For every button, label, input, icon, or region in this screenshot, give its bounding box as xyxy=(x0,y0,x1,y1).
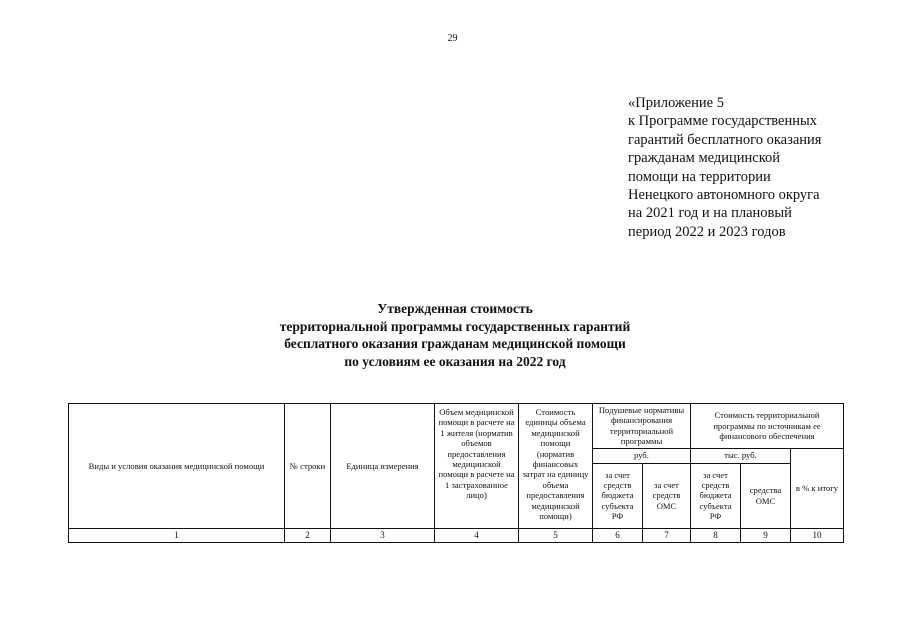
title-line: по условиям ее оказания на 2022 год xyxy=(344,353,566,369)
appendix-line: гражданам медицинской xyxy=(628,150,781,167)
document-title xyxy=(180,300,730,370)
column-number: 5 xyxy=(519,528,593,542)
header-budget-rub: за счет средств бюджета субъекта РФ xyxy=(593,463,643,528)
appendix-line: «Приложение 5 xyxy=(628,95,724,111)
header-row-number: № строки xyxy=(285,404,331,529)
header-oms-rub: за счет средств ОМС xyxy=(643,463,691,528)
column-number: 6 xyxy=(593,528,643,542)
page-number: 29 xyxy=(447,33,458,44)
column-number-row xyxy=(69,528,844,542)
appendix-line: к Программе государственных xyxy=(628,113,818,130)
header-thousand-rub: тыс. руб. xyxy=(691,448,791,463)
header-rub: руб. xyxy=(593,448,691,463)
header-oms-thousand: средства ОМС xyxy=(741,463,791,528)
header-volume: Объем медицинской помощи в расчете на 1 жителя (норматив объемов предоставления медицинской помощи в расчете на 1 застрахованное лицо) xyxy=(435,404,519,529)
header-percent: в % к итогу xyxy=(791,448,844,528)
title-line: Утвержденная стоимость xyxy=(377,301,533,316)
appendix-line: Ненецкого автономного округа xyxy=(628,187,820,204)
column-number: 2 xyxy=(285,528,331,542)
column-number: 7 xyxy=(643,528,691,542)
column-number: 3 xyxy=(331,528,435,542)
column-number: 1 xyxy=(69,528,285,542)
header-total-cost: Стоимость территориальной программы по источникам ее финансового обеспечения xyxy=(691,404,844,449)
appendix-line: гарантий бесплатного оказания xyxy=(628,131,822,148)
header-unit-cost: Стоимость единицы объема медицинской помощи (норматив финансовых затрат на единицу объема предоставления медицинской помощи) xyxy=(519,404,593,529)
appendix-line: на 2021 год и на плановый xyxy=(628,205,792,222)
title-line: территориальной программы государственных гарантий xyxy=(279,318,631,334)
title-line: бесплатного оказания гражданам медицинской помощи xyxy=(284,336,626,352)
header-types: Виды и условия оказания медицинской помощи xyxy=(69,404,285,529)
appendix-line: помощи на территории xyxy=(628,168,771,185)
column-number: 4 xyxy=(435,528,519,542)
column-number: 10 xyxy=(791,528,844,542)
cost-table xyxy=(68,403,844,543)
header-per-capita: Подушевые нормативы финансирования территориальной программы xyxy=(593,404,691,449)
appendix-note xyxy=(628,94,898,241)
header-budget-thousand: за счет средств бюджета субъекта РФ xyxy=(691,463,741,528)
column-number: 8 xyxy=(691,528,741,542)
header-row-1 xyxy=(69,404,844,449)
header-unit: Единица измерения xyxy=(331,404,435,529)
column-number: 9 xyxy=(741,528,791,542)
appendix-line: период 2022 и 2023 годов xyxy=(628,223,786,240)
